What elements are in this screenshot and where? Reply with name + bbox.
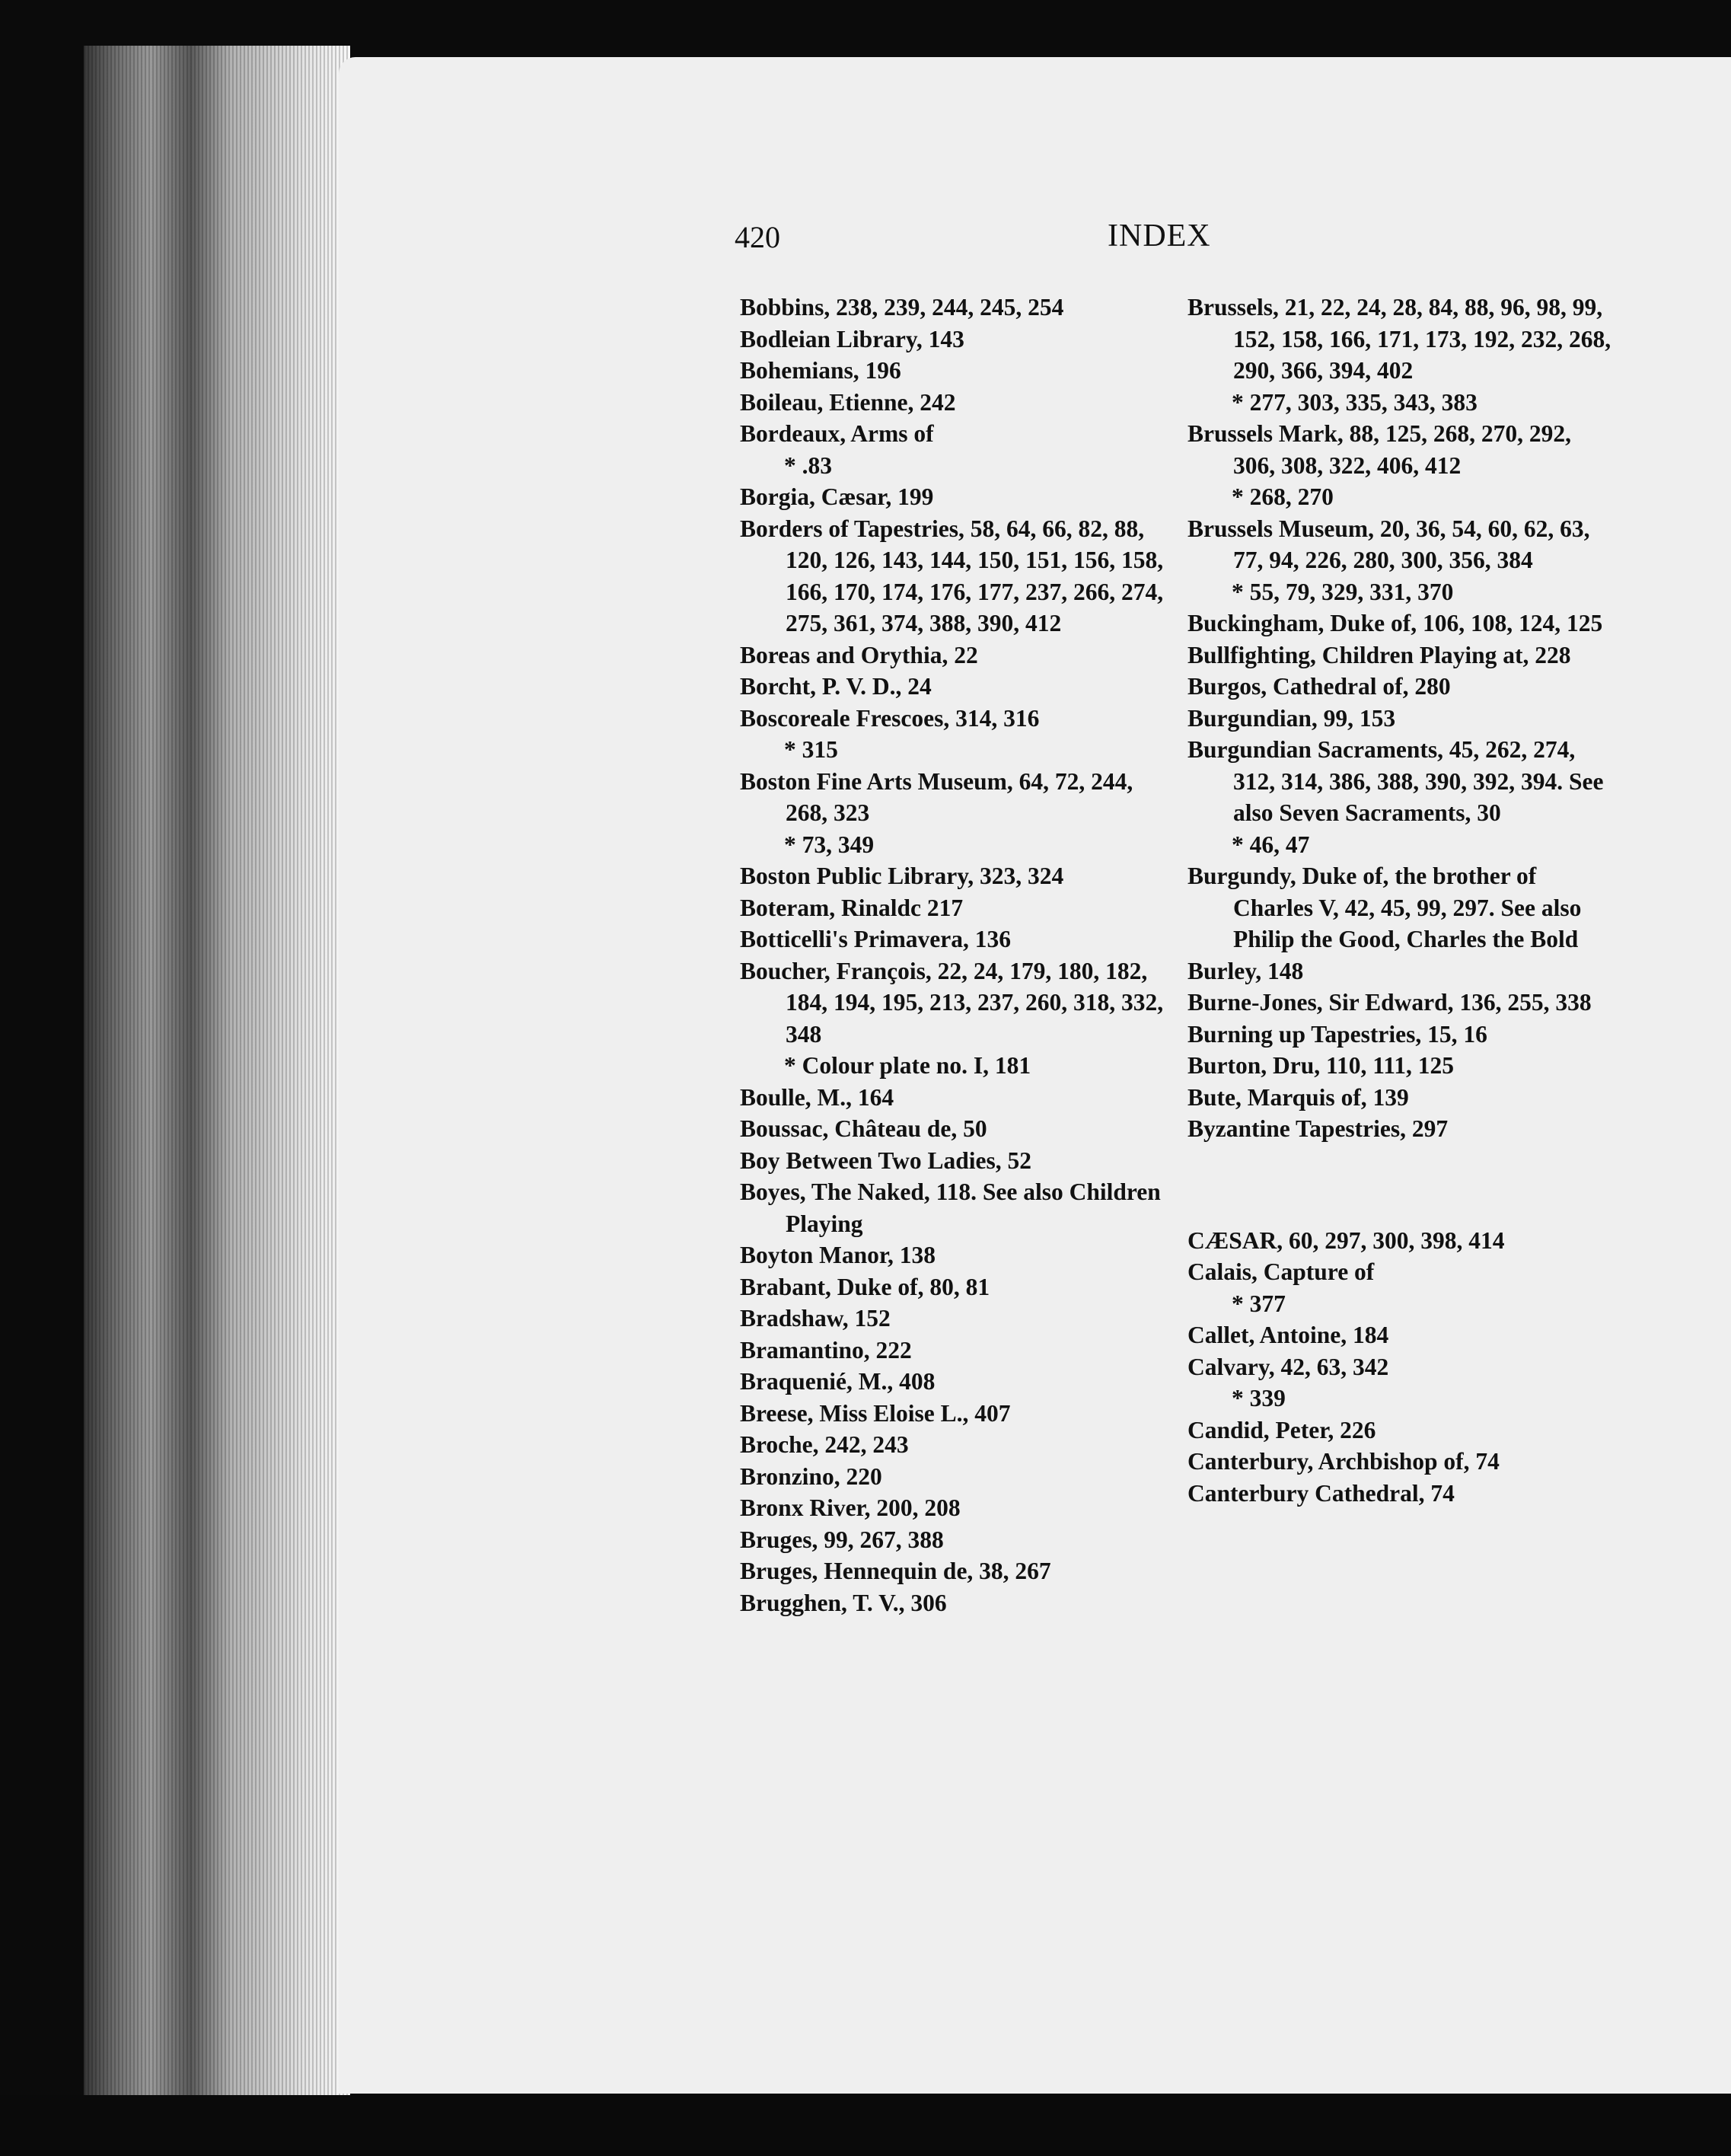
index-entry: Botticelli's Primavera, 136 — [740, 926, 1012, 952]
index-entry: Boucher, François, 22, 24, 179, 180, 182, 184, 194, 195, 213, 237, 260, 318, 332, 348 — [740, 957, 1164, 1048]
running-title: INDEX — [1108, 218, 1211, 254]
section-gap — [1187, 1169, 1614, 1201]
index-entry: Breese, Miss Eloise L., 407 — [740, 1399, 1011, 1427]
index-entry: Buckingham, Duke of, 106, 108, 124, 125 — [1187, 610, 1603, 636]
index-subentry: * 55, 79, 329, 331, 370 — [1232, 578, 1454, 605]
index-subentry: * 73, 349 — [784, 831, 875, 858]
index-subentry: * 377 — [1232, 1290, 1286, 1317]
index-entry: CÆSAR, 60, 297, 300, 398, 414 — [1187, 1226, 1505, 1254]
index-entry: Boscoreale Frescoes, 314, 316 — [740, 704, 1040, 732]
index-entry: Boulle, M., 164 — [740, 1083, 894, 1111]
index-entry: Borcht, P. V. D., 24 — [740, 673, 932, 700]
index-entry: Burne-Jones, Sir Edward, 136, 255, 338 — [1187, 989, 1592, 1016]
index-entry: Brussels, 21, 22, 24, 28, 84, 88, 96, 98, 99, 152, 158, 166, 171, 173, 192, 232, 268, 290, 366, 394, 402 — [1187, 294, 1611, 384]
index-entry: Borders of Tapestries, 58, 64, 66, 82, 88, 120, 126, 143, 144, 150, 151, 156, 158, 166, 170, 174, 176, 177, 237, 266, 274, 275, 361, 374, 388, 390, 412 — [740, 515, 1164, 636]
index-entry: Brussels Museum, 20, 36, 54, 60, 62, 63, 77, 94, 226, 280, 300, 356, 384 — [1187, 515, 1590, 573]
index-entry: Bordeaux, Arms of — [740, 420, 934, 447]
index-entry: Calvary, 42, 63, 342 — [1187, 1353, 1389, 1380]
index-entry: Borgia, Cæsar, 199 — [740, 483, 934, 510]
index-entry: Burley, 148 — [1187, 957, 1304, 984]
index-entry: Boston Public Library, 323, 324 — [740, 863, 1064, 889]
index-entry: Burton, Dru, 110, 111, 125 — [1187, 1052, 1455, 1079]
index-entry: Byzantine Tapestries, 297 — [1187, 1115, 1449, 1142]
index-entry: Bullfighting, Children Playing at, 228 — [1187, 641, 1571, 668]
index-entry: Calais, Capture of — [1187, 1258, 1375, 1285]
index-entry: Bruges, 99, 267, 388 — [740, 1526, 944, 1553]
book-page-edges — [84, 46, 350, 2101]
index-entry: Boston Fine Arts Museum, 64, 72, 244, 268, 323 — [740, 767, 1133, 826]
index-entry: Burgundian, 99, 153 — [1187, 704, 1396, 732]
index-entry: Broche, 242, 243 — [740, 1431, 909, 1458]
page-header — [735, 219, 1610, 265]
index-entry: Bradshaw, 152 — [740, 1305, 891, 1332]
index-entry: Boyes, The Naked, 118. See also Children Playing — [740, 1178, 1161, 1237]
index-entry: Brugghen, T. V., 306 — [740, 1589, 947, 1616]
index-entry: Bramantino, 222 — [740, 1336, 912, 1363]
index-subentry: * 46, 47 — [1232, 831, 1310, 858]
index-entry: Bohemians, 196 — [740, 357, 901, 384]
index-entry: Burgos, Cathedral of, 280 — [1187, 673, 1451, 700]
index-entry: Braquenié, M., 408 — [740, 1368, 936, 1395]
scan-bottom-border — [0, 2095, 1731, 2156]
index-entry: Canterbury, Archbishop of, 74 — [1187, 1448, 1500, 1475]
page-number: 420 — [735, 220, 780, 254]
index-subentry: * 268, 270 — [1232, 483, 1334, 510]
index-entry: Burgundy, Duke of, the brother of Charles V, 42, 45, 99, 297. See also Philip the Good, Charles the Bold — [1187, 863, 1582, 952]
index-entry: Candid, Peter, 226 — [1187, 1416, 1376, 1443]
index-entry: Burning up Tapestries, 15, 16 — [1187, 1020, 1487, 1048]
index-entry: Boteram, Rinaldc 217 — [740, 894, 964, 921]
index-entry: Bute, Marquis of, 139 — [1187, 1083, 1409, 1111]
index-subentry: * Colour plate no. I, 181 — [784, 1052, 1031, 1079]
index-entry: Brabant, Duke of, 80, 81 — [740, 1273, 990, 1300]
index-entry: Boussac, Château de, 50 — [740, 1115, 987, 1142]
index-entry: Boyton Manor, 138 — [740, 1242, 936, 1268]
index-column-right — [1187, 292, 1614, 1509]
index-entry: Boileau, Etienne, 242 — [740, 388, 956, 416]
index-entry: Bronx River, 200, 208 — [740, 1494, 961, 1521]
index-entry: Burgundian Sacraments, 45, 262, 274, 312, 314, 386, 388, 390, 392, 394. See also Seven Sacraments, 30 — [1187, 736, 1604, 826]
index-entry: Bobbins, 238, 239, 244, 245, 254 — [740, 294, 1064, 321]
index-entry: Boreas and Orythia, 22 — [740, 641, 978, 668]
index-subentry: * 277, 303, 335, 343, 383 — [1232, 388, 1478, 416]
index-entry: Boy Between Two Ladies, 52 — [740, 1147, 1031, 1174]
index-subentry: * .83 — [784, 451, 832, 479]
index-entry: Brussels Mark, 88, 125, 268, 270, 292, 306, 308, 322, 406, 412 — [1187, 420, 1571, 479]
index-subentry: * 315 — [784, 736, 838, 763]
index-entry: Callet, Antoine, 184 — [1187, 1322, 1389, 1348]
index-entry: Bodleian Library, 143 — [740, 325, 964, 352]
index-subentry: * 339 — [1232, 1385, 1286, 1411]
index-entry: Canterbury Cathedral, 74 — [1187, 1479, 1455, 1507]
index-entry: Bronzino, 220 — [740, 1462, 882, 1490]
index-column-left — [740, 292, 1174, 1619]
index-entry: Bruges, Hennequin de, 38, 267 — [740, 1558, 1051, 1584]
